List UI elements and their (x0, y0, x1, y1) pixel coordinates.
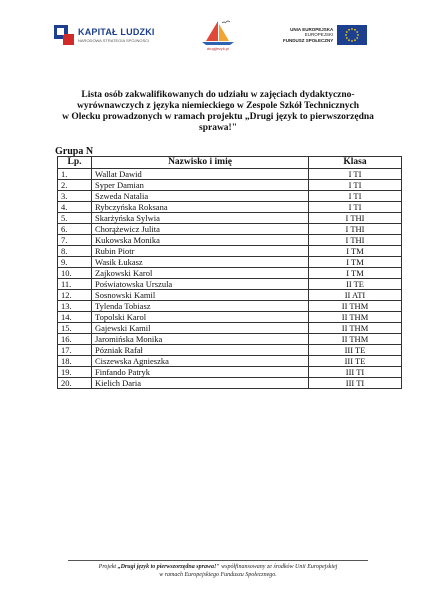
title-line-4: sprawa!" (199, 123, 237, 133)
table-row (58, 224, 402, 235)
table-row (58, 246, 402, 257)
table-row (58, 378, 402, 389)
row-class: I THI (309, 235, 402, 246)
table-row (58, 268, 402, 279)
kapital-ludzki-subtitle: NARODOWA STRATEGIA SPÓJNOŚCI (78, 37, 150, 43)
row-class: II THM (309, 312, 402, 323)
row-class: I TM (309, 268, 402, 279)
kapital-ludzki-logo (54, 25, 155, 45)
row-name: Ciszewska Agnieszka (92, 356, 309, 367)
row-lp: 11. (58, 279, 92, 290)
footer-divider (68, 560, 368, 561)
row-lp: 4. (58, 202, 92, 213)
row-class: I THI (309, 213, 402, 224)
row-name: Chorążewicz Julita (92, 224, 309, 235)
row-lp: 13. (58, 301, 92, 312)
row-lp: 20. (58, 378, 92, 389)
kapital-ludzki-title: KAPITAŁ LUDZKI (78, 26, 155, 37)
document-footer (60, 563, 376, 579)
row-class: III TE (309, 356, 402, 367)
row-name: Finfando Patryk (92, 367, 309, 378)
row-name: Kukowska Monika (92, 235, 309, 246)
row-name: Topolski Karol (92, 312, 309, 323)
row-class: I TM (309, 246, 402, 257)
footer-line-1 (60, 563, 376, 571)
title-line-1: Lista osób zakwalifikowanych do udziału w zajęciach dydaktyczno- (81, 90, 355, 100)
header-name: Nazwisko i imię (92, 157, 309, 169)
eu-line-2: EUROPEJSKI (304, 32, 334, 38)
row-name: Pózniak Rafał (92, 345, 309, 356)
table-body (58, 169, 402, 389)
footer-project-name: „Drugi język to pierwszorzędna sprawa!" (117, 564, 220, 570)
row-name: Syper Damian (92, 180, 309, 191)
row-name: Sosnowski Kamil (92, 290, 309, 301)
document-title (38, 90, 398, 134)
row-class: II TE (309, 279, 402, 290)
eu-line-3: FUNDUSZ SPOŁECZNY (283, 37, 334, 43)
row-class: I TI (309, 169, 402, 180)
row-lp: 1. (58, 169, 92, 180)
table-row (58, 290, 402, 301)
row-lp: 6. (58, 224, 92, 235)
document-header (0, 0, 436, 70)
row-lp: 5. (58, 213, 92, 224)
row-class: III TE (309, 345, 402, 356)
row-name: Poświatowska Urszula (92, 279, 309, 290)
table-row (58, 334, 402, 345)
table-row (58, 345, 402, 356)
row-name: Wallat Dawid (92, 169, 309, 180)
row-name: Szweda Natalia (92, 191, 309, 202)
row-lp: 14. (58, 312, 92, 323)
row-name: Jaromińska Monika (92, 334, 309, 345)
participants-table (57, 156, 402, 389)
row-lp: 16. (58, 334, 92, 345)
eu-logo (283, 25, 367, 45)
row-lp: 18. (58, 356, 92, 367)
table-row (58, 301, 402, 312)
row-lp: 8. (58, 246, 92, 257)
row-lp: 15. (58, 323, 92, 334)
header-class: Klasa (309, 157, 402, 169)
footer-line-2: w ramach Europejskiego Funduszu Społecznego. (159, 572, 277, 578)
row-name: Kielich Daria (92, 378, 309, 389)
row-lp: 2. (58, 180, 92, 191)
table-row (58, 279, 402, 290)
row-class: I TM (309, 257, 402, 268)
footer-prefix: Projekt (98, 564, 118, 570)
row-name: Skarżyńska Sylwia (92, 213, 309, 224)
table-row (58, 191, 402, 202)
table-row (58, 312, 402, 323)
sailboat-icon (196, 19, 240, 47)
kapital-ludzki-mark-icon (54, 25, 74, 45)
table-row (58, 180, 402, 191)
row-lp: 7. (58, 235, 92, 246)
table-row (58, 235, 402, 246)
group-label: Grupa N (55, 146, 94, 157)
table-row (58, 356, 402, 367)
project-logo (196, 19, 240, 53)
row-class: I TI (309, 191, 402, 202)
table-row (58, 169, 402, 180)
header-lp: Lp. (58, 157, 92, 169)
row-class: I TI (309, 202, 402, 213)
table-row (58, 257, 402, 268)
row-class: II ATI (309, 290, 402, 301)
row-lp: 10. (58, 268, 92, 279)
row-lp: 17. (58, 345, 92, 356)
table-row (58, 213, 402, 224)
row-name: Zajkowski Karol (92, 268, 309, 279)
row-class: I THI (309, 224, 402, 235)
row-lp: 3. (58, 191, 92, 202)
title-line-3: w Olecku prowadzonych w ramach projektu „Drugi język to pierwszorzędna (62, 112, 374, 122)
table-row (58, 323, 402, 334)
footer-rest: współfinansowany ze środków Unii Europejskiej (219, 564, 338, 570)
row-name: Wasik Łukasz (92, 257, 309, 268)
row-lp: 12. (58, 290, 92, 301)
row-class: I TI (309, 180, 402, 191)
table-header-row (58, 157, 402, 169)
table-row (58, 367, 402, 378)
project-url: drugijezyk.pl (206, 46, 230, 51)
row-class: II THM (309, 334, 402, 345)
row-class: II THM (309, 301, 402, 312)
row-class: III TI (309, 367, 402, 378)
row-lp: 19. (58, 367, 92, 378)
eu-flag-icon (337, 25, 367, 45)
row-class: III TI (309, 378, 402, 389)
row-lp: 9. (58, 257, 92, 268)
title-line-2: wyrównawczych z języka niemieckiego w Zespole Szkół Technicznych (76, 101, 360, 111)
row-name: Gajewski Kamil (92, 323, 309, 334)
row-name: Tylenda Tobiasz (92, 301, 309, 312)
table-row (58, 202, 402, 213)
row-name: Rubin Piotr (92, 246, 309, 257)
eu-line-1: UNIA EUROPEJSKA (290, 26, 334, 32)
row-name: Rybczyńska Roksana (92, 202, 309, 213)
row-class: II THM (309, 323, 402, 334)
